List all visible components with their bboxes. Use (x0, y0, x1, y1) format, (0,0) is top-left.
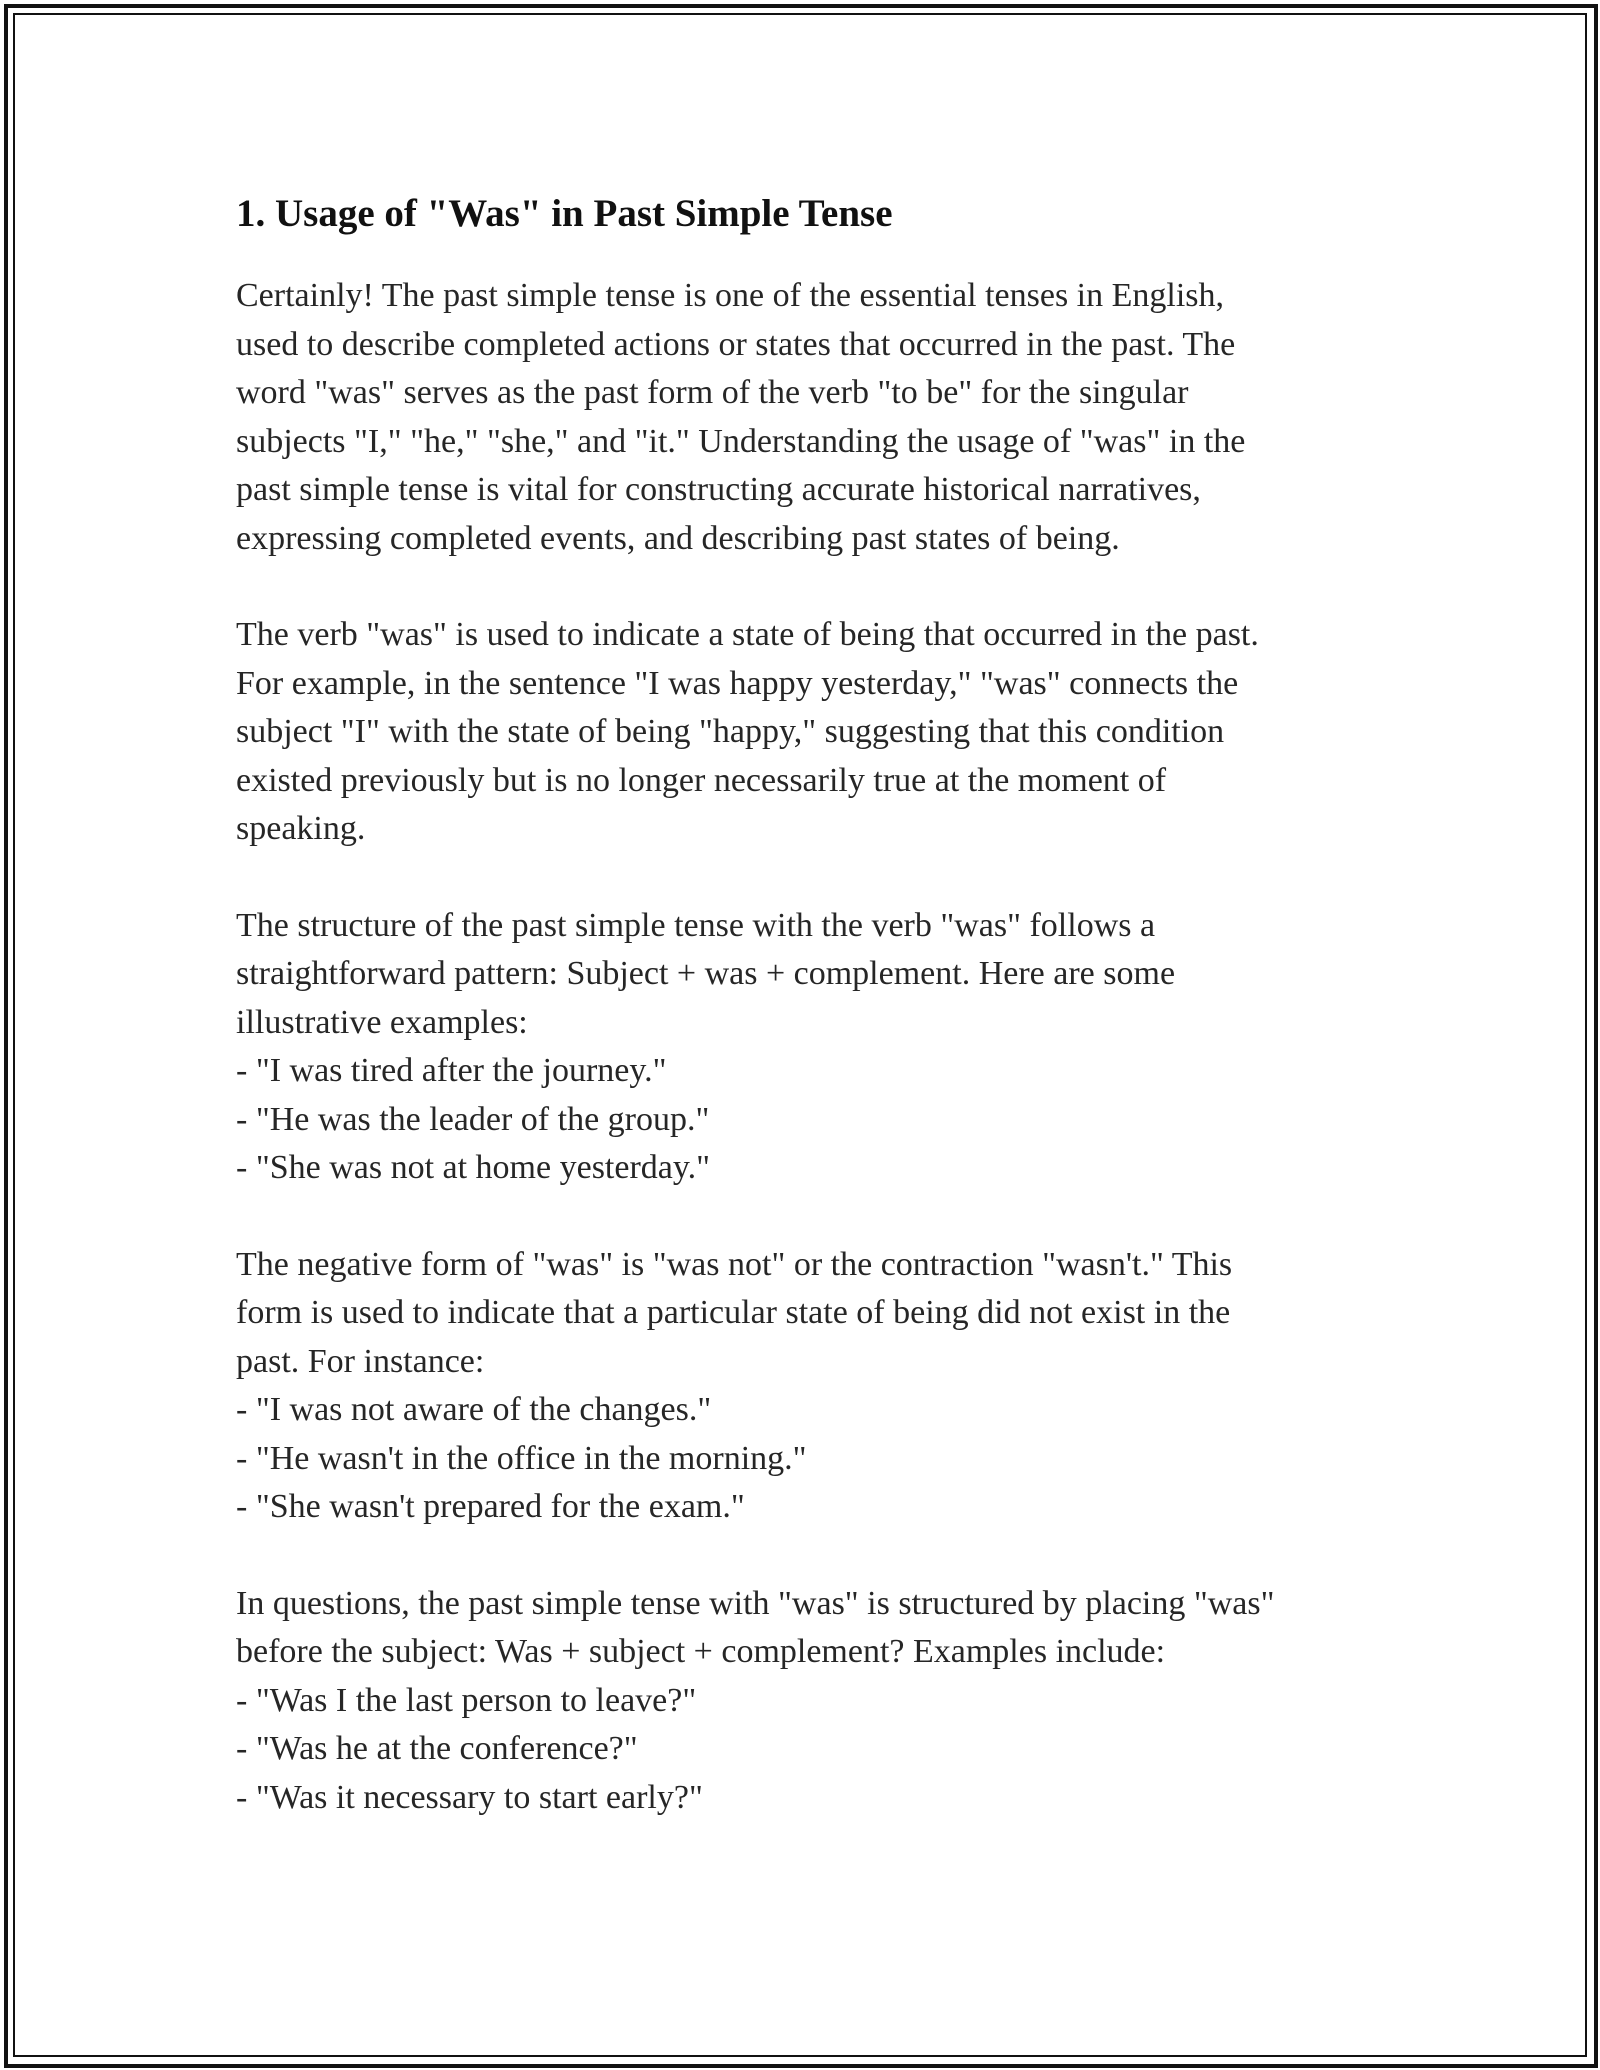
example-list-questions (236, 1677, 1366, 1823)
text-line: form is used to indicate that a particular state of being did not exist in the (236, 1294, 1231, 1331)
text-line: For example, in the sentence "I was happy yesterday," "was" connects the (236, 664, 1239, 702)
list-item: - "He wasn't in the office in the morning." (236, 1439, 807, 1477)
paragraph-questions (236, 1580, 1366, 1677)
section-questions (236, 1580, 1366, 1823)
text-line: The structure of the past simple tense with the verb "was" follows a (236, 906, 1156, 944)
text-line: used to describe completed actions or states that occurred in the past. The (236, 325, 1236, 363)
list-item: - "Was I the last person to leave?" (236, 1681, 697, 1719)
text-line: illustrative examples: (236, 1003, 528, 1041)
document-body (236, 186, 1366, 1870)
text-line: expressing completed events, and describing past states of being. (236, 519, 1120, 557)
text-line: In questions, the past simple tense with "was" is structured by placing "was" (236, 1584, 1275, 1622)
example-list-negative (236, 1386, 1366, 1532)
text-line: straightforward pattern: Subject + was + complement. Here are some (236, 955, 1176, 992)
text-line: word "was" serves as the past form of the verb "to be" for the singular (236, 374, 1189, 411)
text-line: The negative form of "was" is "was not" or the contraction "wasn't." This (236, 1245, 1233, 1283)
list-item: - "He was the leader of the group." (236, 1100, 710, 1138)
text-line: subject "I" with the state of being "happy," suggesting that this condition (236, 713, 1225, 750)
paragraph-state-of-being (236, 611, 1366, 854)
section-heading: 1. Usage of "Was" in Past Simple Tense (236, 192, 893, 235)
text-line: The verb "was" is used to indicate a state of being that occurred in the past. (236, 616, 1259, 653)
paragraph-structure (236, 902, 1366, 1048)
list-item: - "She was not at home yesterday." (236, 1149, 711, 1186)
text-line: past. For instance: (236, 1342, 485, 1380)
section-negative (236, 1241, 1366, 1532)
paragraph-negative (236, 1241, 1366, 1387)
list-item: - "I was tired after the journey." (236, 1052, 667, 1089)
list-item: - "Was he at the conference?" (236, 1730, 638, 1767)
list-item: - "She wasn't prepared for the exam." (236, 1488, 745, 1525)
example-list-affirmative (236, 1047, 1366, 1193)
section-structure (236, 902, 1366, 1193)
text-line: speaking. (236, 810, 366, 847)
text-line: before the subject: Was + subject + complement? Examples include: (236, 1633, 1166, 1670)
text-line: Certainly! The past simple tense is one of the essential tenses in English, (236, 277, 1225, 314)
list-item: - "I was not aware of the changes." (236, 1391, 712, 1428)
text-line: existed previously but is no longer necessarily true at the moment of (236, 761, 1167, 799)
list-item: - "Was it necessary to start early?" (236, 1778, 703, 1816)
text-line: past simple tense is vital for constructing accurate historical narratives, (236, 471, 1201, 508)
paragraph-intro (236, 272, 1366, 563)
text-line: subjects "I," "he," "she," and "it." Understanding the usage of "was" in the (236, 422, 1246, 460)
